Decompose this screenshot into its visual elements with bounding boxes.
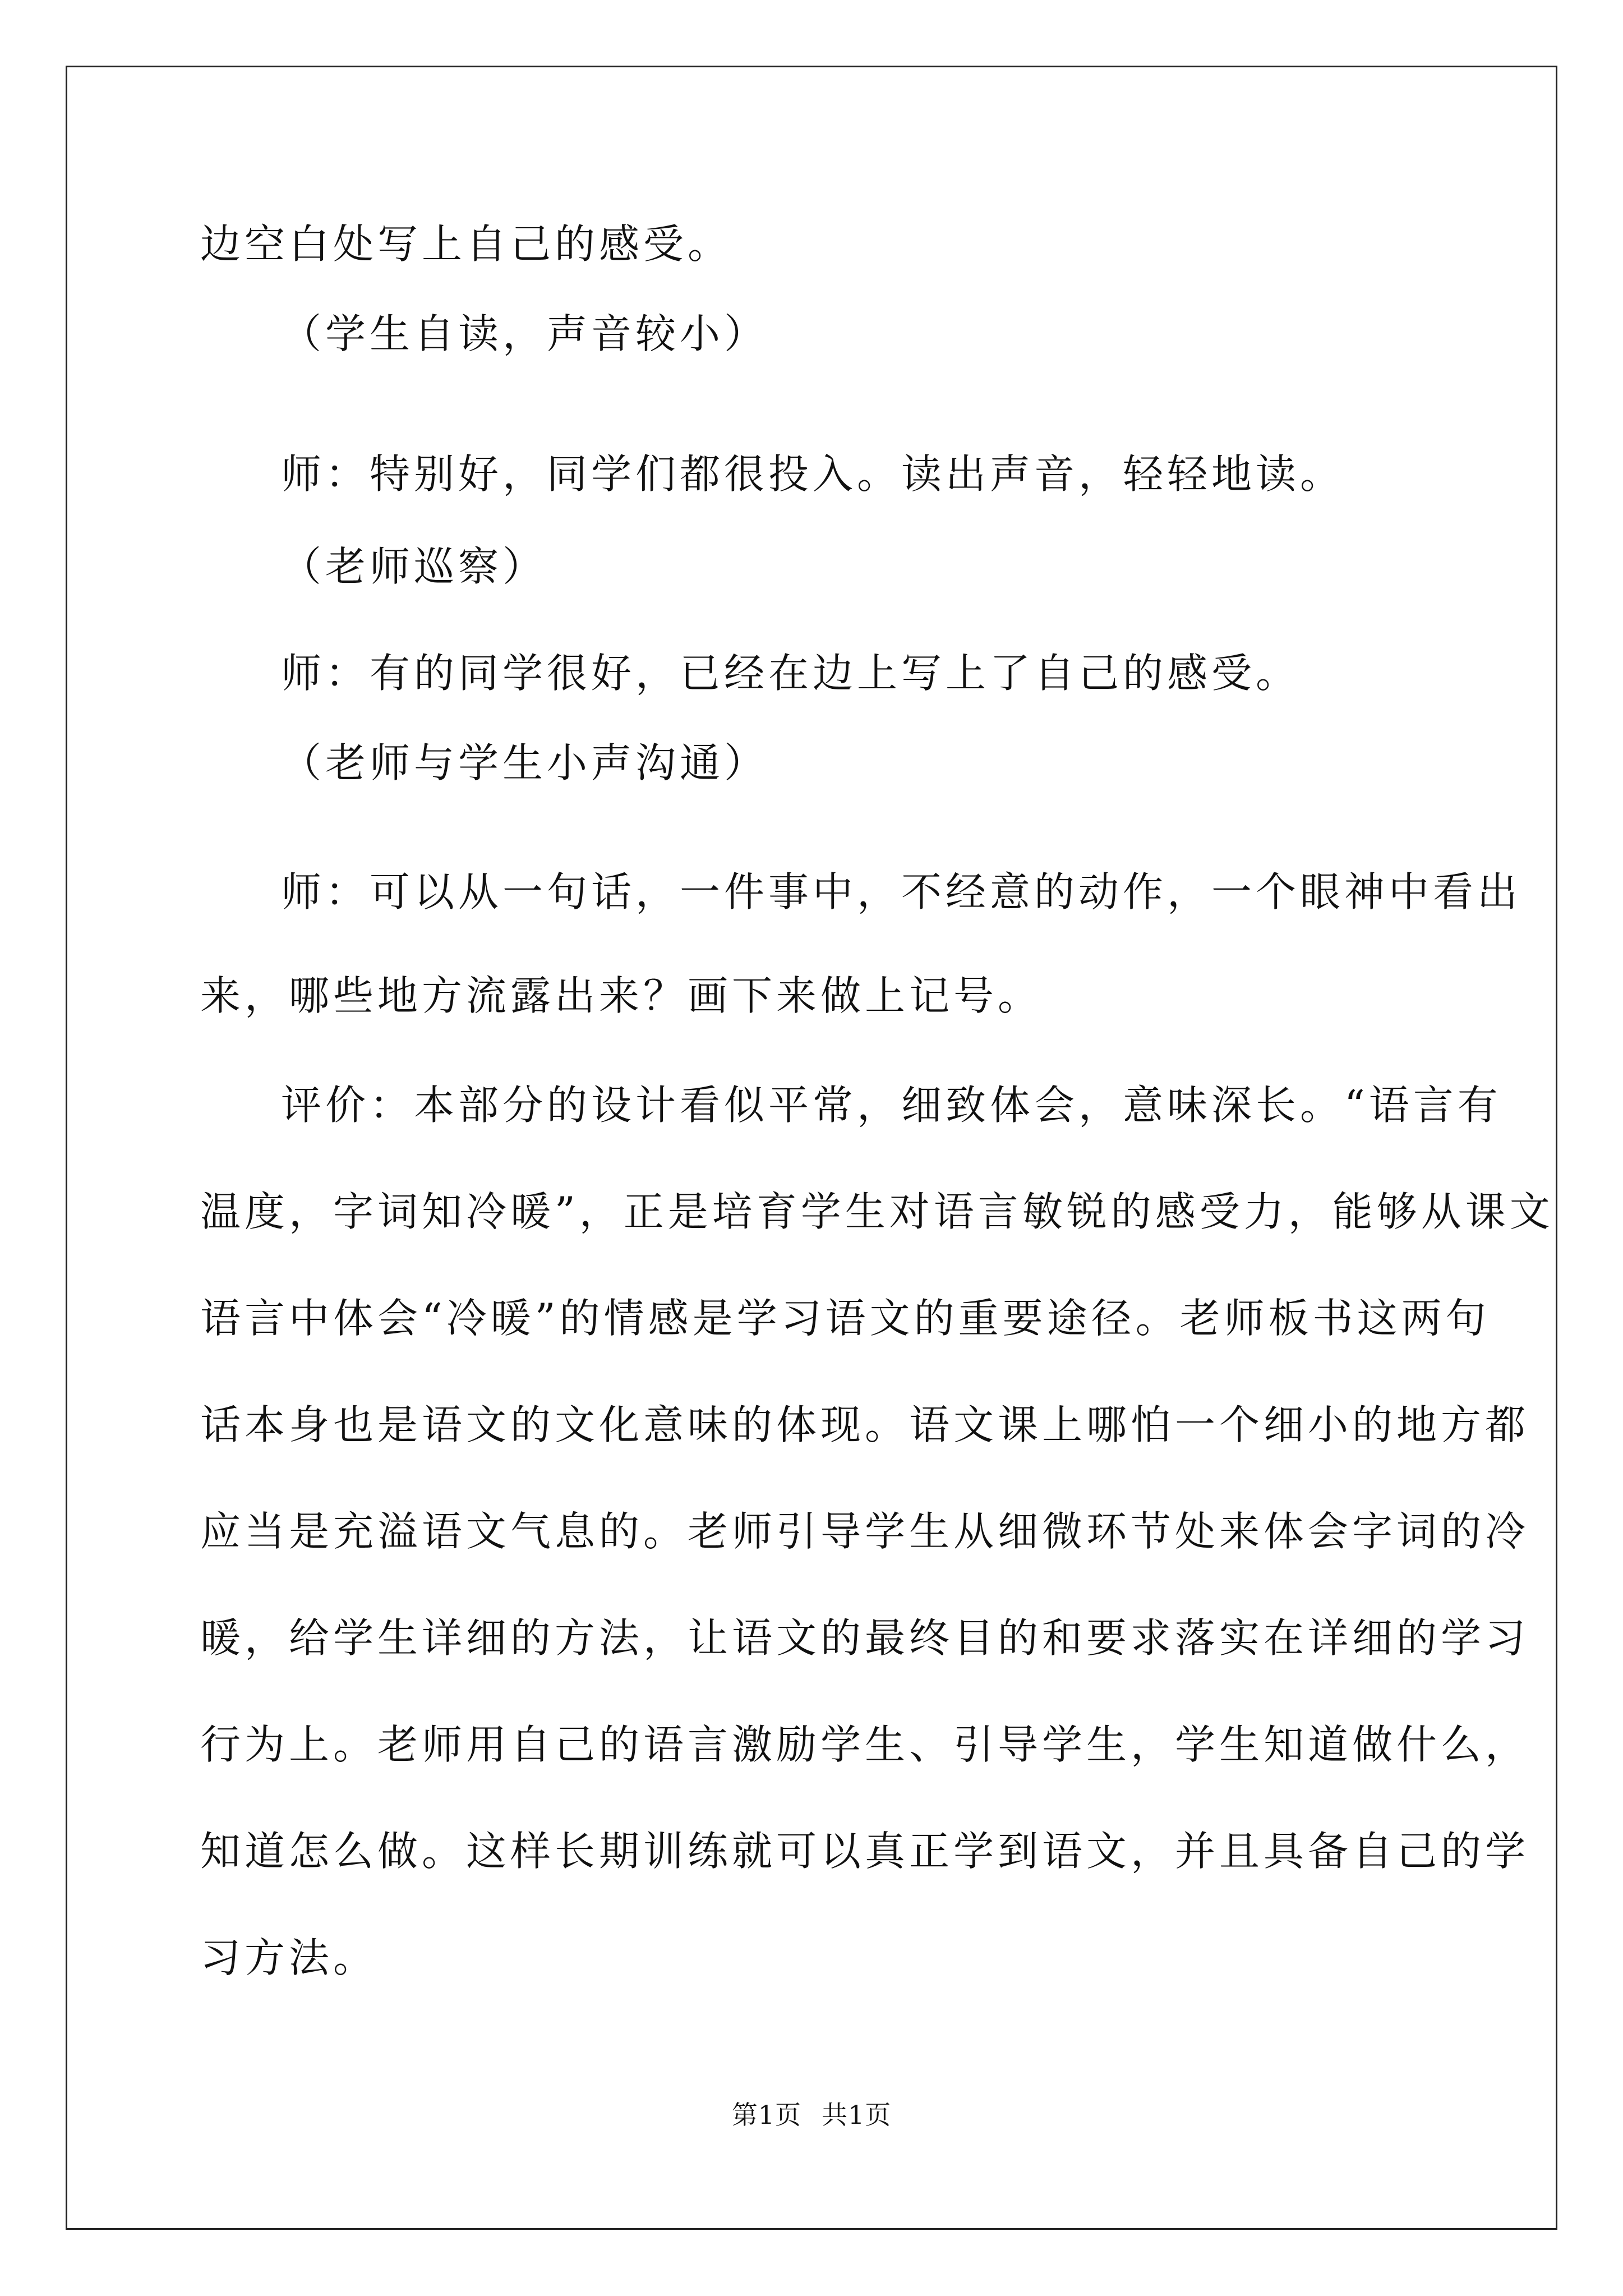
text-line: 师：可以从一句话，一件事中，不经意的动作，一个眼神中看出 <box>281 868 1522 915</box>
text-line: 习方法。 <box>200 1934 378 1981</box>
text-line: 应当是充溢语文气息的。老师引导学生从细微环节处来体会字词的冷 <box>200 1508 1530 1555</box>
page-footer <box>0 2098 1623 2132</box>
text-line: （老师与学生小声沟通） <box>281 739 769 786</box>
text-line: （老师巡察） <box>281 543 547 590</box>
text-line: 边空白处写上自己的感受。 <box>200 220 732 268</box>
text-line: 温度，字词知冷暖”，正是培育学生对语言敏锐的感受力，能够从课文 <box>200 1188 1554 1235</box>
text-line: 知道怎么做。这样长期训练就可以真正学到语文，并且具备自己的学 <box>200 1828 1530 1875</box>
text-line: 暖，给学生详细的方法，让语文的最终目的和要求落实在详细的学习 <box>200 1614 1530 1662</box>
text-line: 来，哪些地方流露出来？画下来做上记号。 <box>200 972 1043 1019</box>
text-line: 话本身也是语文的文化意味的体现。语文课上哪怕一个细小的地方都 <box>200 1401 1530 1448</box>
text-line: 行为上。老师用自己的语言激励学生、引导学生，学生知道做什么， <box>200 1721 1530 1768</box>
page-number-total: 共1页 <box>822 2100 892 2130</box>
text-line: 语言中体会“冷暖”的情感是学习语文的重要途径。老师板书这两句 <box>200 1295 1490 1342</box>
page-border <box>66 66 1557 2230</box>
text-line: 师：有的同学很好，已经在边上写上了自己的感受。 <box>281 650 1301 697</box>
page-number-current: 第1页 <box>731 2100 801 2130</box>
text-line: 评价：本部分的设计看似平常，细致体会，意味深长。“语言有 <box>281 1082 1502 1129</box>
text-line: （学生自读，声音较小） <box>281 310 769 357</box>
text-line: 师：特别好，同学们都很投入。读出声音，轻轻地读。 <box>281 450 1345 498</box>
